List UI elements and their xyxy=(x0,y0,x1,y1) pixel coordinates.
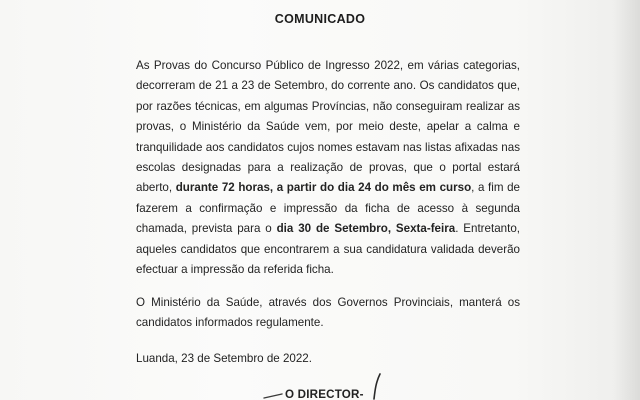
signature-stroke-icon xyxy=(370,372,384,400)
paragraph-1-text-a: decorreram de 21 a 23 de Setembro, do corrente ano. Os candidatos que, por razões técnicas, em algumas Províncias, não conseguiram realizar as provas, o Ministério da Saúde vem, por meio deste, apelar a calma e tranquilidade aos candidatos cujos nomes estavam nas listas afixadas nas escolas designadas para a realização de provas, que o portal estará aberto, xyxy=(136,79,520,195)
page-edge-shadow xyxy=(614,0,640,400)
paragraph-1-text-c: . Entretanto, aqueles candidatos que encontrarem a sua candidatura validada deverão efectuar a impressão da referida ficha. xyxy=(136,222,520,277)
signature-title: O DIRECTOR- xyxy=(285,388,364,400)
paragraph-1 xyxy=(136,56,520,280)
paragraph-1-text-b: , a fim de fazerem a confirmação e impressão da ficha de acesso à segunda chamada, prevista para o xyxy=(136,181,520,236)
document-title: COMUNICADO xyxy=(274,12,366,26)
paragraph-1-line-1: As Provas do Concurso Público de Ingresso 2022, em várias categorias, xyxy=(136,59,520,72)
paragraph-1-bold-a: durante 72 horas, a partir do dia 24 do mês em curso xyxy=(175,181,472,195)
paragraph-2: O Ministério da Saúde, através dos Governos Provinciais, manterá os candidatos informados regulamente. xyxy=(136,296,520,330)
paragraph-1-bold-b: dia 30 de Setembro, Sexta-feira xyxy=(276,222,456,236)
ink-mark-icon xyxy=(262,390,284,400)
closing-place-date: Luanda, 23 de Setembro de 2022. xyxy=(136,352,312,365)
